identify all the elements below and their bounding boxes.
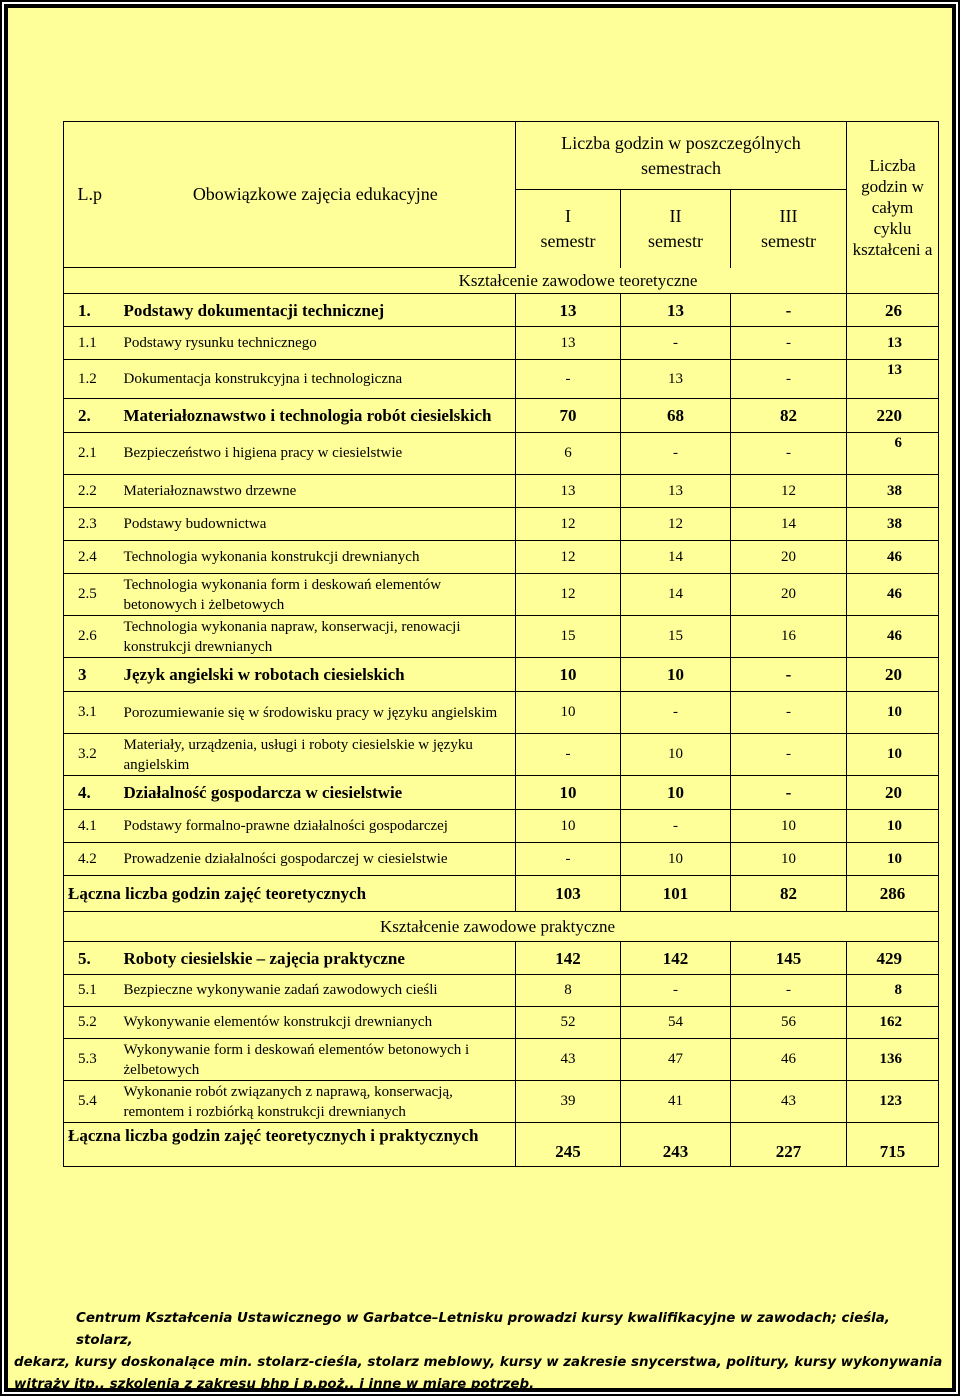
row-sem3: 20 bbox=[731, 541, 847, 574]
row-sem3: - bbox=[731, 975, 847, 1007]
theory-row bbox=[64, 399, 939, 433]
row-sem2: 14 bbox=[621, 574, 731, 616]
row-number: 3 bbox=[64, 658, 116, 692]
header-sem3: III semestr bbox=[731, 190, 847, 268]
row-name: Bezpieczne wykonywanie zadań zawodowych cieśli bbox=[116, 975, 516, 1007]
row-sem3: - bbox=[731, 294, 847, 327]
grand-total-total: 715 bbox=[847, 1123, 939, 1167]
theory-row bbox=[64, 433, 939, 475]
row-number: 4. bbox=[64, 776, 116, 810]
row-total: 220 bbox=[847, 399, 939, 433]
document-page bbox=[4, 4, 956, 1392]
row-total: 6 bbox=[847, 433, 939, 475]
theory-row bbox=[64, 541, 939, 574]
row-sem2: 41 bbox=[621, 1081, 731, 1123]
row-number: 5. bbox=[64, 942, 116, 975]
row-sem3: 43 bbox=[731, 1081, 847, 1123]
row-number: 1. bbox=[64, 294, 116, 327]
row-name: Wykonywanie elementów konstrukcji drewnianych bbox=[116, 1007, 516, 1039]
row-name: Technologia wykonania konstrukcji drewnianych bbox=[116, 541, 516, 574]
row-sem2: 10 bbox=[621, 843, 731, 876]
row-total: 429 bbox=[847, 942, 939, 975]
theory-row bbox=[64, 734, 939, 776]
row-number: 1.2 bbox=[64, 360, 116, 399]
row-sem2: 10 bbox=[621, 776, 731, 810]
row-name: Materiały, urządzenia, usługi i roboty ciesielskie w języku angielskim bbox=[116, 734, 516, 776]
row-sem3: 20 bbox=[731, 574, 847, 616]
row-sem1: 12 bbox=[516, 508, 621, 541]
row-total: 46 bbox=[847, 541, 939, 574]
row-sem3: - bbox=[731, 433, 847, 475]
row-total: 26 bbox=[847, 294, 939, 327]
grand-total-s1: 245 bbox=[516, 1123, 621, 1167]
row-sem2: 13 bbox=[621, 360, 731, 399]
row-sem2: - bbox=[621, 433, 731, 475]
theory-row bbox=[64, 692, 939, 734]
row-number: 3.2 bbox=[64, 734, 116, 776]
row-sem2: - bbox=[621, 692, 731, 734]
row-total: 20 bbox=[847, 776, 939, 810]
row-sem3: 16 bbox=[731, 616, 847, 658]
grand-total-row bbox=[64, 1123, 939, 1167]
row-total: 46 bbox=[847, 616, 939, 658]
section-theory-title: Kształcenie zawodowe teoretyczne bbox=[64, 268, 847, 294]
row-sem3: - bbox=[731, 327, 847, 360]
row-name: Podstawy rysunku technicznego bbox=[116, 327, 516, 360]
theory-row bbox=[64, 658, 939, 692]
row-sem3: 145 bbox=[731, 942, 847, 975]
row-sem1: 13 bbox=[516, 327, 621, 360]
row-sem2: 13 bbox=[621, 475, 731, 508]
row-name: Roboty ciesielskie – zajęcia praktyczne bbox=[116, 942, 516, 975]
practice-row bbox=[64, 1081, 939, 1123]
row-name: Materiałoznawstwo i technologia robót ciesielskich bbox=[116, 399, 516, 433]
row-name: Bezpieczeństwo i higiena pracy w ciesielstwie bbox=[116, 433, 516, 475]
row-number: 4.1 bbox=[64, 810, 116, 843]
row-sem3: - bbox=[731, 360, 847, 399]
row-total: 10 bbox=[847, 810, 939, 843]
row-total: 46 bbox=[847, 574, 939, 616]
row-total: 10 bbox=[847, 692, 939, 734]
row-name: Podstawy formalno-prawne działalności gospodarczej bbox=[116, 810, 516, 843]
row-number: 3.1 bbox=[64, 692, 116, 734]
row-name: Technologia wykonania form i deskowań elementów betonowych i żelbetowych bbox=[116, 574, 516, 616]
theory-row bbox=[64, 776, 939, 810]
theory-row bbox=[64, 360, 939, 399]
row-sem3: 12 bbox=[731, 475, 847, 508]
grand-total-s2: 243 bbox=[621, 1123, 731, 1167]
row-total: 136 bbox=[847, 1039, 939, 1081]
practice-row bbox=[64, 975, 939, 1007]
theory-row bbox=[64, 327, 939, 360]
theory-row bbox=[64, 810, 939, 843]
row-number: 5.1 bbox=[64, 975, 116, 1007]
theory-total-s1: 103 bbox=[516, 876, 621, 912]
row-total: 8 bbox=[847, 975, 939, 1007]
theory-total-label: Łączna liczba godzin zajęć teoretycznych bbox=[64, 876, 516, 912]
row-sem1: 39 bbox=[516, 1081, 621, 1123]
row-sem3: 82 bbox=[731, 399, 847, 433]
row-sem1: - bbox=[516, 843, 621, 876]
row-sem3: - bbox=[731, 692, 847, 734]
row-total: 10 bbox=[847, 843, 939, 876]
row-total: 162 bbox=[847, 1007, 939, 1039]
row-sem2: 14 bbox=[621, 541, 731, 574]
row-sem2: 15 bbox=[621, 616, 731, 658]
row-number: 4.2 bbox=[64, 843, 116, 876]
row-sem3: 14 bbox=[731, 508, 847, 541]
practice-row bbox=[64, 1039, 939, 1081]
row-sem1: 13 bbox=[516, 475, 621, 508]
row-name: Prowadzenie działalności gospodarczej w ciesielstwie bbox=[116, 843, 516, 876]
row-number: 2.4 bbox=[64, 541, 116, 574]
row-total: 13 bbox=[847, 327, 939, 360]
theory-row bbox=[64, 574, 939, 616]
header-hours-per-semester: Liczba godzin w poszczególnych semestrach bbox=[516, 122, 847, 190]
footer-line-3: witraży itp., szkolenia z zakresu bhp i p.poż.. i inne w miarę potrzeb. bbox=[14, 1377, 535, 1392]
row-sem2: - bbox=[621, 810, 731, 843]
row-total: 38 bbox=[847, 508, 939, 541]
footer-line-2: dekarz, kursy doskonalące min. stolarz-cieśla, stolarz meblowy, kursy w zakresie snycerstwa, politury, kursy wykonywania bbox=[14, 1355, 943, 1370]
row-sem1: 6 bbox=[516, 433, 621, 475]
row-sem3: 10 bbox=[731, 810, 847, 843]
header-sem1: I semestr bbox=[516, 190, 621, 268]
section-practice-title: Kształcenie zawodowe praktyczne bbox=[64, 912, 939, 942]
practice-row bbox=[64, 942, 939, 975]
row-sem2: 10 bbox=[621, 734, 731, 776]
row-sem1: - bbox=[516, 734, 621, 776]
theory-row bbox=[64, 475, 939, 508]
row-sem1: 142 bbox=[516, 942, 621, 975]
row-total: 13 bbox=[847, 360, 939, 399]
row-number: 2.1 bbox=[64, 433, 116, 475]
row-number: 5.4 bbox=[64, 1081, 116, 1123]
row-name: Działalność gospodarcza w ciesielstwie bbox=[116, 776, 516, 810]
row-sem1: 10 bbox=[516, 776, 621, 810]
row-name: Materiałoznawstwo drzewne bbox=[116, 475, 516, 508]
row-sem1: 70 bbox=[516, 399, 621, 433]
row-sem1: 10 bbox=[516, 692, 621, 734]
theory-row bbox=[64, 508, 939, 541]
theory-total-s2: 101 bbox=[621, 876, 731, 912]
footer-line-1: Centrum Kształcenia Ustawicznego w Garbatce–Letnisku prowadzi kursy kwalifikacyjne w zawodach; cieśla, stolarz, bbox=[76, 1311, 890, 1348]
row-number: 5.2 bbox=[64, 1007, 116, 1039]
row-sem1: 12 bbox=[516, 541, 621, 574]
row-sem2: 54 bbox=[621, 1007, 731, 1039]
row-number: 2.5 bbox=[64, 574, 116, 616]
header-total: Liczba godzin w całym cyklu kształceni a bbox=[847, 122, 939, 294]
grand-total-label: Łączna liczba godzin zajęć teoretycznych i praktycznych bbox=[64, 1123, 516, 1167]
row-number: 2.3 bbox=[64, 508, 116, 541]
row-sem3: - bbox=[731, 776, 847, 810]
row-number: 2. bbox=[64, 399, 116, 433]
header-subjects: Obowiązkowe zajęcia edukacyjne bbox=[116, 122, 516, 268]
theory-rows bbox=[64, 294, 939, 876]
row-name: Wykonanie robót związanych z naprawą, konserwacją, remontem i rozbiórką konstrukcji drewnianych bbox=[116, 1081, 516, 1123]
header-lp: L.p bbox=[64, 122, 116, 268]
section-practice-row bbox=[64, 912, 939, 942]
row-number: 5.3 bbox=[64, 1039, 116, 1081]
row-sem1: 10 bbox=[516, 658, 621, 692]
row-name: Wykonywanie form i deskowań elementów betonowych i żelbetowych bbox=[116, 1039, 516, 1081]
row-total: 10 bbox=[847, 734, 939, 776]
row-sem1: 52 bbox=[516, 1007, 621, 1039]
header-row-1 bbox=[64, 122, 939, 190]
row-name: Dokumentacja konstrukcyjna i technologiczna bbox=[116, 360, 516, 399]
practice-rows bbox=[64, 942, 939, 1123]
row-sem2: - bbox=[621, 975, 731, 1007]
row-name: Technologia wykonania napraw, konserwacji, renowacji konstrukcji drewnianych bbox=[116, 616, 516, 658]
theory-row bbox=[64, 294, 939, 327]
row-name: Język angielski w robotach ciesielskich bbox=[116, 658, 516, 692]
row-sem2: 13 bbox=[621, 294, 731, 327]
row-total: 38 bbox=[847, 475, 939, 508]
row-sem3: 46 bbox=[731, 1039, 847, 1081]
row-name: Podstawy budownictwa bbox=[116, 508, 516, 541]
row-sem1: 13 bbox=[516, 294, 621, 327]
row-sem3: 56 bbox=[731, 1007, 847, 1039]
theory-total-s3: 82 bbox=[731, 876, 847, 912]
practice-row bbox=[64, 1007, 939, 1039]
row-sem2: 10 bbox=[621, 658, 731, 692]
curriculum-table bbox=[63, 121, 939, 1167]
row-sem2: 47 bbox=[621, 1039, 731, 1081]
row-number: 2.2 bbox=[64, 475, 116, 508]
row-sem2: 12 bbox=[621, 508, 731, 541]
row-sem3: - bbox=[731, 658, 847, 692]
row-sem2: 142 bbox=[621, 942, 731, 975]
row-sem3: 10 bbox=[731, 843, 847, 876]
row-number: 2.6 bbox=[64, 616, 116, 658]
row-sem1: 12 bbox=[516, 574, 621, 616]
section-theory-row bbox=[64, 268, 939, 294]
row-sem1: 8 bbox=[516, 975, 621, 1007]
grand-total-s3: 227 bbox=[731, 1123, 847, 1167]
row-total: 20 bbox=[847, 658, 939, 692]
theory-total-total: 286 bbox=[847, 876, 939, 912]
row-sem1: 15 bbox=[516, 616, 621, 658]
row-sem1: 43 bbox=[516, 1039, 621, 1081]
theory-row bbox=[64, 843, 939, 876]
row-sem2: - bbox=[621, 327, 731, 360]
row-number: 1.1 bbox=[64, 327, 116, 360]
theory-total-row bbox=[64, 876, 939, 912]
row-name: Podstawy dokumentacji technicznej bbox=[116, 294, 516, 327]
row-sem2: 68 bbox=[621, 399, 731, 433]
theory-row bbox=[64, 616, 939, 658]
header-sem2: II semestr bbox=[621, 190, 731, 268]
footer-note bbox=[14, 1308, 944, 1396]
row-name: Porozumiewanie się w środowisku pracy w języku angielskim bbox=[116, 692, 516, 734]
row-sem1: 10 bbox=[516, 810, 621, 843]
row-sem1: - bbox=[516, 360, 621, 399]
row-sem3: - bbox=[731, 734, 847, 776]
row-total: 123 bbox=[847, 1081, 939, 1123]
